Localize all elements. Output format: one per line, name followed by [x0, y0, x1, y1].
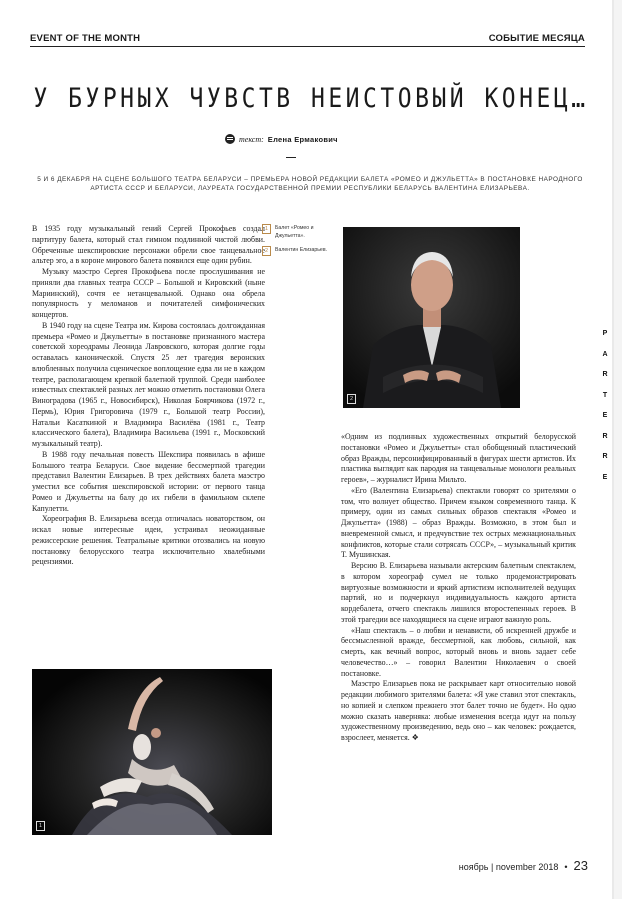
section-label-ru: СОБЫТИЕ МЕСЯЦА	[488, 33, 585, 44]
paragraph: В 1940 году на сцене Театра им. Кирова состоялась долгожданная премьера «Ромео и Джульетты» в постановке признанного мастера советской хореодрамы Леонида Лавровского, которая долгие годы оставалась канонической. Спустя 25 лет трагедия веронских влюбленных получила сценическое воплощение едва ли не в каждом театре, располагающем крепкой балетной труппой. Среди наиболее известных спектаклей разных лет можно отметить постановки Олега Виноградова (1965 г., Новосибирск), Николая Боярчикова (1972 г., Пермь), Юрия Григоровича (1979 г., Большой театр России), Натальи Касаткиной и Владимира Василёва (1981 г., Театр классического балета), Владимира Васильева (1991 г., Московский музыкальный театр).	[32, 320, 265, 448]
page-footer	[459, 858, 588, 873]
ballet-photo	[32, 669, 272, 835]
document-icon	[225, 134, 235, 144]
lead-paragraph: 5 И 6 ДЕКАБРЯ НА СЦЕНЕ БОЛЬШОГО ТЕАТРА БЕЛАРУСИ – ПРЕМЬЕРА НОВОЙ РЕДАКЦИИ БАЛЕТА «РОМЕО И ДЖУЛЬЕТТА» В ПОСТАНОВКЕ НАРОДНОГО АРТИСТА СССР И БЕЛАРУСИ, ЛАУРЕАТА ГОСУДАРСТВЕННОЙ ПРЕМИИ РЕСПУБЛИКИ БЕЛАРУСЬ ВАЛЕНТИНА ЕЛИЗАРЬЕВА.	[37, 176, 583, 192]
caption-number: 1	[262, 224, 271, 234]
footer-bullet: •	[564, 862, 568, 872]
section-label-en: EVENT OF THE MONTH	[30, 33, 141, 44]
paragraph: «Наш спектакль – о любви и ненависти, об искренней дружбе и бессмысленной вражде, бессмертной, как любовь, сильной, как смерть, как вечный вопрос, который вновь и вновь задает себе человечество…» – говорил Валентин Николаевич о своей постановке.	[341, 625, 576, 678]
page-edge-inner	[614, 0, 622, 899]
paragraph: В 1988 году печальная повесть Шекспира появилась в афише Большого театра Беларуси. Свое видение бессмертной трагедии представил Валентин Елизарьев. В трех действиях балета маэстро уместил все события шекспировской истории: от первого танца Ромео и Джульетты на балу до их гибели в фамильном склепе Капулетти.	[32, 449, 265, 513]
captions	[262, 224, 337, 262]
caption-text: Валентин Елизарьев.	[275, 247, 328, 253]
paragraph: «Одним из подлинных художественных открытий белорусской постановки «Ромео и Джульетты» стал обобщенный пластический образ Вражды, персонифицированный в фигурах шести артистов. Их пластика выглядит как пародия на танцевальные монологи реальных героев», – журналист Ирина Мильто.	[341, 432, 576, 484]
paragraph: Маэстро Елизарьев пока не раскрывает карт относительно новой редакции любимого зрителями балета: «Я уже ставил этот спектакль, но копией и слепком прежнего этот балет точно не будет». Но одно можно сказать наверняка: любые изменения всегда идут на пользу художественному произведению, ведь оно – как человек: рождается, взрослеет, меняется. ❖	[341, 679, 576, 742]
ballet-illustration	[32, 669, 272, 835]
caption-2	[262, 246, 337, 256]
byline	[225, 134, 338, 144]
side-letter: A	[602, 350, 608, 358]
photo-number: 1	[36, 821, 45, 831]
side-letter: E	[602, 473, 608, 481]
page-number: 23	[573, 858, 588, 873]
article-title: У БУРНЫХ ЧУВСТВ НЕИСТОВЫЙ КОНЕЦ…	[33, 84, 589, 114]
header-rule	[30, 46, 585, 47]
caption-number: 2	[262, 246, 271, 256]
side-letter: P	[602, 330, 608, 337]
byline-author: Елена Ермакович	[267, 134, 338, 144]
byline-dash	[286, 157, 296, 158]
side-tab-parterre	[600, 330, 610, 481]
paragraph: В 1935 году музыкальный гений Сергей Прокофьев создал партитуру балета, который стал гимном подлинной чистой любви. Обреченные шекспировские персонажи обрели свое танцевальное альтер эго, а в короне мирового балета появился еще один рубин.	[32, 224, 265, 266]
portrait-photo	[343, 227, 520, 408]
paragraph: Музыку маэстро Сергея Прокофьева после прослушивания не приняли два главных театра СССР – Большой и Кировский (ныне Мариинский), сочтя ее нетанцевальной. Однако она обрела популярность у меломанов и почитателей симфонических концертов.	[32, 267, 265, 319]
photo-number: 2	[347, 394, 356, 404]
caption-1	[262, 224, 337, 240]
side-letter: E	[602, 412, 608, 419]
side-letter: T	[602, 391, 608, 399]
paragraph: «Его (Валентина Елизарьева) спектакли говорят со зрителями о том, что волнует общество. Причем языком современного танца. К примеру, один из самых сильных образов спектакля «Ромео и Джульетта» (1988) – образ Вражды. Возможно, в этом был и вневременной смысл, и предчувствие тех острых межнациональных конфликтов, которые стали сотрясать СССР», – музыкальный критик Т. Мушинская.	[341, 485, 576, 560]
byline-prefix: текст:	[239, 134, 264, 144]
side-letter: R	[602, 453, 608, 460]
portrait-illustration	[343, 227, 520, 408]
body-column-1	[32, 224, 265, 568]
paragraph: Версию В. Елизарьева называли актерским балетным спектаклем, в котором хореограф сумел не только продемонстрировать виртуозные возможности и яркий артистизм исполнителей ведущих партий, но и подчеркнул индивидуальность каждого артиста кордебалета, отчего спектакль лишился второстепенных героев. В этой трагедии все находящиеся на сцене играют важную роль.	[341, 561, 576, 624]
body-column-2	[341, 432, 576, 744]
side-letter: R	[602, 432, 608, 440]
issue-date: ноябрь | november 2018	[458, 862, 559, 872]
paragraph: Хореография В. Елизарьева всегда отличалась новаторством, он искал новые интересные идеи, устраивал неожиданные режиссерские решения. Театральные критики отозвались на новую постановку белорусского театра исключительно хвалебными рецензиями.	[32, 514, 265, 567]
caption-text: Балет «Ромео и Джульетта».	[275, 225, 314, 239]
side-letter: R	[602, 371, 608, 378]
